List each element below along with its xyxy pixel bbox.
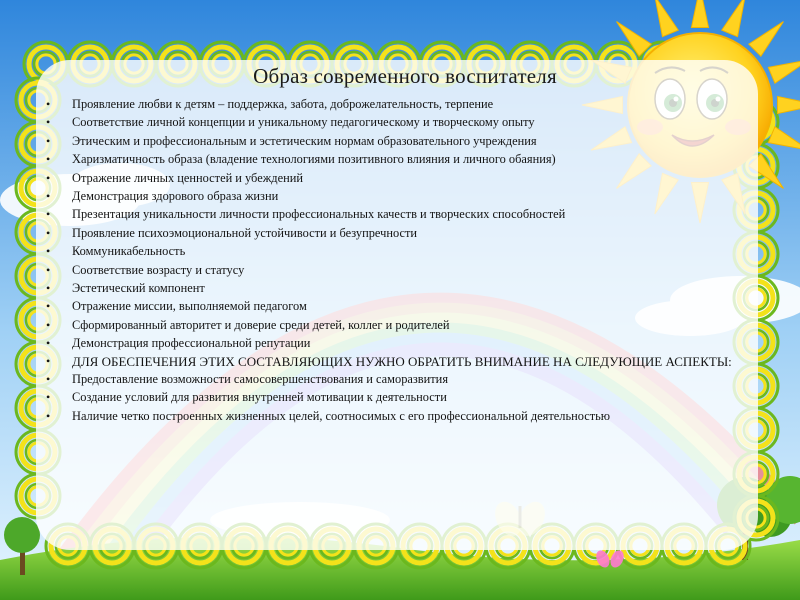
bullet-item: • Проявление любви к детям – поддержка, забота, доброжелательность, терпение	[44, 95, 766, 113]
bullet-list	[44, 95, 766, 425]
bullet-item: • Создание условий для развития внутренней мотивации к деятельности	[44, 388, 766, 406]
bullet-item: • Демонстрация профессиональной репутации	[44, 334, 766, 352]
slide-title: Образ современного воспитателя	[253, 64, 557, 88]
bullet-item: • Отражение миссии, выполняемой педагогом	[44, 297, 766, 315]
bullet-item: • Демонстрация здорового образа жизни	[44, 187, 766, 205]
bullet-item: • Эстетический компонент	[44, 279, 766, 297]
bullet-item: • Соответствие личной концепции и уникальному педагогическому и творческому опыту	[44, 113, 766, 131]
bullet-item: • Сформированный авторитет и доверие среди детей, коллег и родителей	[44, 316, 766, 334]
bullet-item: • Соответствие возрасту и статусу	[44, 261, 766, 279]
bullet-item: • Предоставление возможности самосовершенствования и саморазвития	[44, 370, 766, 388]
bullet-item: • Коммуникабельность	[44, 242, 766, 260]
bullet-item: • Презентация уникальности личности профессиональных качеств и творческих способностей	[44, 205, 766, 223]
bullet-item: • Отражение личных ценностей и убеждений	[44, 169, 766, 187]
slide-content	[44, 64, 766, 425]
bullet-item: • Наличие четко построенных жизненных целей, соотносимых с его профессиональной деятельностью	[44, 407, 766, 425]
bullet-item: • Харизматичность образа (владение технологиями позитивного влияния и личного обаяния)	[44, 150, 766, 168]
bullet-item: • Проявление психоэмоциональной устойчивости и безупречности	[44, 224, 766, 242]
bullet-item: • Этическим и профессиональным и эстетическим нормам образовательного учреждения	[44, 132, 766, 150]
bullet-item: • ДЛЯ ОБЕСПЕЧЕНИЯ ЭТИХ СОСТАВЛЯЮЩИХ НУЖНО ОБРАТИТЬ ВНИМАНИЕ НА СЛЕДУЮЩИЕ АСПЕКТЫ:	[44, 353, 766, 370]
